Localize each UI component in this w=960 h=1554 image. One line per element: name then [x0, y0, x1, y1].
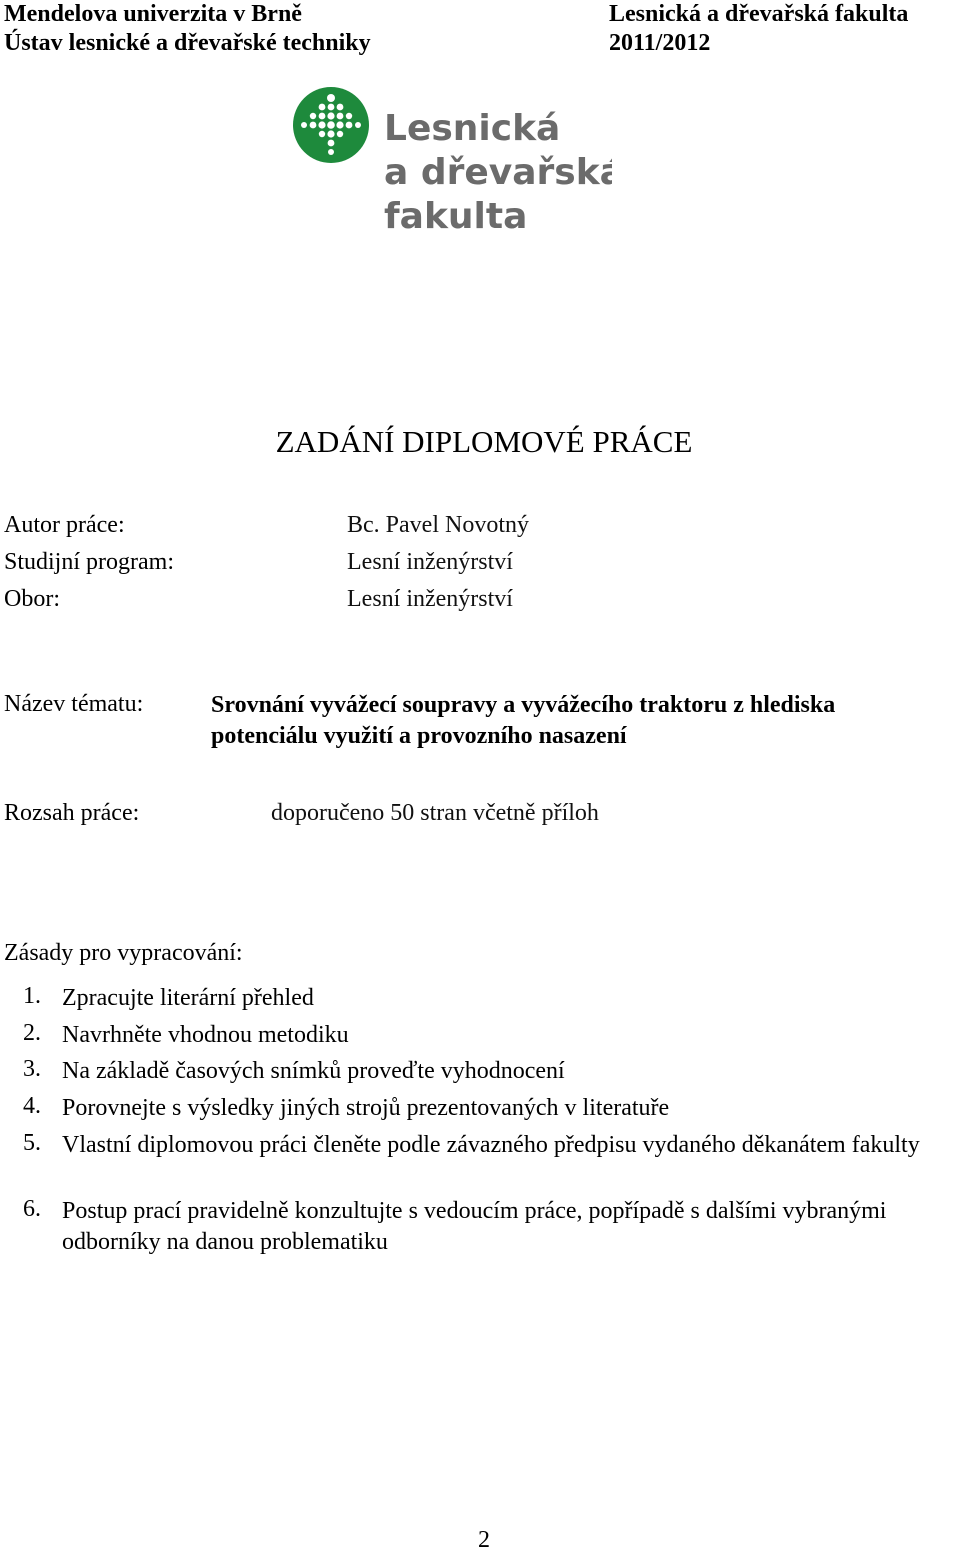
principle-text: Vlastní diplomovou práci členěte podle závazného předpisu vydaného děkanátem fakulty: [62, 1132, 920, 1158]
logo-text-line-2: a dřevařská: [384, 152, 612, 193]
principle-text: Postup prací pravidelně konzultujte s vedoucím práce, popřípadě s dalšími vybranými odborníky na danou problematiku: [62, 1198, 887, 1255]
document-title: ZADÁNÍ DIPLOMOVÉ PRÁCE: [275, 424, 693, 459]
program-label: Studijní program:: [4, 549, 174, 575]
scope-label: Rozsah práce:: [4, 800, 140, 826]
institute-name: Ústav lesnické a dřevařské techniky: [4, 30, 371, 56]
faculty-name: Lesnická a dřevařská fakulta: [609, 1, 909, 27]
academic-year: 2011/2012: [609, 30, 711, 56]
topic-line-2: potenciálu využití a provozního nasazení: [211, 723, 627, 749]
principle-text: Zpracujte literární přehled: [62, 985, 314, 1011]
principles-label: Zásady pro vypracování:: [4, 940, 243, 966]
principle-number: 2.: [23, 1020, 41, 1046]
principle-number: 4.: [23, 1093, 41, 1119]
program-value: Lesní inženýrství: [347, 549, 513, 575]
author-label: Autor práce:: [4, 512, 125, 538]
field-value: Lesní inženýrství: [347, 586, 513, 612]
principle-number: 1.: [23, 983, 41, 1009]
page-number: 2: [478, 1527, 490, 1553]
author-value: Bc. Pavel Novotný: [347, 512, 529, 538]
principle-number: 5.: [23, 1130, 41, 1156]
faculty-logo-emblem: [292, 86, 612, 246]
logo-text-line-1: Lesnická: [384, 108, 561, 149]
field-label: Obor:: [4, 586, 60, 612]
logo-text-line-3: fakulta: [384, 196, 528, 237]
topic-line-1: Srovnání vyvážecí soupravy a vyvážecího traktoru z hlediska: [211, 692, 836, 718]
university-name: Mendelova univerzita v Brně: [4, 1, 302, 27]
principle-text: Navrhněte vhodnou metodiku: [62, 1022, 349, 1048]
principle-number: 3.: [23, 1056, 41, 1082]
principle-text: Na základě časových snímků proveďte vyhodnocení: [62, 1058, 565, 1084]
principle-text: Porovnejte s výsledky jiných strojů prezentovaných v literatuře: [62, 1095, 670, 1121]
faculty-logo: [292, 86, 612, 246]
scope-value: doporučeno 50 stran včetně příloh: [271, 800, 599, 826]
principle-number: 6.: [23, 1196, 41, 1222]
topic-label: Název tématu:: [4, 691, 144, 717]
